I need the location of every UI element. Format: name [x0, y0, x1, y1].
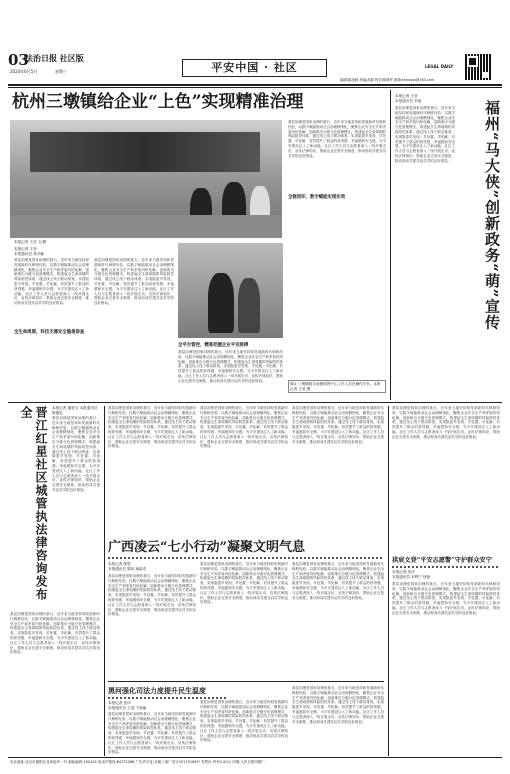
left-body-upper: 基层治理是国家治理的基石，近年来当地坚持和发展新时代枫桥经验，以数字赋能推动社会治理精细化，聚焦企业安全生产和矛盾纠纷化解，创新推出分级分色管理模式，构建起全生命周期的风险防控体系，通过线上线下联动排查，实现隐患早发现、早处置、早化解，有效提升了群众的获得感、幸福感和安全感，为平安建设注入了新动能。社区工作人员与志愿者深入一线开展走访，宣传法律知识，帮助企业完善安全制度，推动形成共建共治共享的良好格局。 — [52, 416, 100, 492]
story3-headline: 黑河强化司法力度提升民生温度 — [108, 686, 206, 695]
story2-byline: 本报记者 陈思 — [108, 562, 131, 566]
worker-figure — [208, 273, 234, 333]
story3-underline — [108, 697, 228, 699]
worker-figure — [238, 278, 260, 333]
column-divider — [104, 406, 105, 756]
left-byline: 本报记者 潘爱玉 本报通讯员 陈德忠 — [52, 406, 98, 415]
story2-body-2: 基层治理是国家治理的基石，近年来当地坚持和发展新时代枫桥经验，以数字赋能推动社会治理精细化，聚焦企业安全生产和矛盾纠纷化解，创新推出分级分色管理模式，构建起全生命周期的风险防控体系，通过线上线下联动排查，实现隐患早发现、早处置、早化解，有效提升了群众的获得感、幸福感和安全感，为平安建设注入了新动能。社区工作人员与志愿者深入一线开展走访，宣传法律知识，帮助企业完善安全制度，推动形成共建共治共享的良好格局。 — [200, 562, 288, 605]
story4-byline: 本报记者 张佳 — [392, 570, 415, 574]
footer-info: 本社地址:北京市朝阳区花家地甲一号 邮政编码:100102 电话中继线:84772288 广告许可证:京朝工商广登字20170186号 零售价:每份1.50元 印刷:人民日报印刷厂 — [10, 760, 265, 764]
story2-byline-2: 本报通讯员 陈伟 唐森杰 — [108, 567, 147, 571]
story4-body: 基层治理是国家治理的基石，近年来当地坚持和发展新时代枫桥经验，以数字赋能推动社会治理精细化，聚焦企业安全生产和矛盾纠纷化解，创新推出分级分色管理模式，构建起全生命周期的风险防控体系，通过线上线下联动排查，实现隐患早发现、早处置、早化解，有效提升了群众的获得感、幸福感和安全感，为平安建设注入了新动能。社区工作人员与志愿者深入一线开展走访，宣传法律知识，帮助企业完善安全制度，推动形成共建共治共享的良好格局。 — [392, 582, 500, 615]
lead-body-col1: 基层治理是国家治理的基石，近年来当地坚持和发展新时代枫桥经验，以数字赋能推动社会治理精细化，聚焦企业安全生产和矛盾纠纷化解，创新推出分级分色管理模式，构建起全生命周期的风险防控体系，通过线上线下联动排查，实现隐患早发现、早处置、早化解，有效提升了群众的获得感、幸福感和安全感，为平安建设注入了新动能。社区工作人员与志愿者深入一线开展走访，宣传法律知识，帮助企业完善安全制度，推动形成共建共治共享的良好格局。 — [14, 258, 89, 306]
column-divider — [388, 406, 389, 756]
story3-body-3: 基层治理是国家治理的基石，近年来当地坚持和发展新时代枫桥经验，以数字赋能推动社会治理精细化，聚焦企业安全生产和矛盾纠纷化解，创新推出分级分色管理模式，构建起全生命周期的风险防控体系，通过线上线下联动排查，实现隐患早发现、早处置、早化解，有效提升了群众的获得感、幸福感和安全感，为平安建设注入了新动能。社区工作人员与志愿者深入一线开展走访，宣传法律知识，帮助企业完善安全制度，推动形成共建共治共享的良好格局。 — [292, 686, 384, 724]
side-byline: 本报记者 王莹 — [395, 94, 418, 98]
screen-wall — [30, 132, 260, 172]
masthead-rule — [8, 84, 502, 86]
story4-byline-2: 本报通讯员 宋利宁 林艳 — [392, 575, 431, 579]
footer-rule — [8, 757, 502, 758]
story2-headline: 广西凌云“七小行动”凝聚文明气息 — [108, 540, 305, 555]
story4-underline — [392, 566, 500, 568]
story3-body-1: 基层治理是国家治理的基石，近年来当地坚持和发展新时代枫桥经验，以数字赋能推动社会治理精细化，聚焦企业安全生产和矛盾纠纷化解，创新推出分级分色管理模式，构建起全生命周期的风险防控体系，通过线上线下联动排查，实现隐患早发现、早处置、早化解，有效提升了群众的获得感、幸福感和安全感，为平安建设注入了新动能。社区工作人员与志愿者深入一线开展走访，宣传法律知识，帮助企业完善安全制度，推动形成共建共治共享的良好格局。 — [108, 712, 196, 755]
lead-subhead-3: 全链闭环，数字赋能实现实效 — [288, 195, 346, 200]
desk — [10, 215, 282, 238]
story2-underline — [108, 557, 383, 559]
lead-body-col4: 基层治理是国家治理的基石，近年来当地坚持和发展新时代枫桥经验，以数字赋能推动社会治理精细化，聚焦企业安全生产和矛盾纠纷化解，创新推出分级分色管理模式，构建起全生命周期的风险防控体系，通过线上线下联动排查，实现隐患早发现、早处置、早化解，有效提升了群众的获得感、幸福感和安全感，为平安建设注入了新动能。社区工作人员与志愿者深入一线开展走访，宣传法律知识，帮助企业完善安全制度，推动形成共建共治共享的良好格局。 — [288, 120, 386, 158]
left-body-lower: 基层治理是国家治理的基石，近年来当地坚持和发展新时代枫桥经验，以数字赋能推动社会治理精细化，聚焦企业安全生产和矛盾纠纷化解，创新推出分级分色管理模式，构建起全生命周期的风险防控体系，通过线上线下联动排查，实现隐患早发现、早处置、早化解，有效提升了群众的获得感、幸福感和安全感，为平安建设注入了新动能。社区工作人员与志愿者深入一线开展走访，宣传法律知识，帮助企业完善安全制度，推动形成共建共治共享的良好格局。 — [10, 612, 100, 655]
issue-weekday: 星期三 — [55, 69, 67, 74]
section-rule — [8, 402, 502, 403]
side-byline-2: 本报通讯员 李瑶 — [395, 99, 422, 103]
story4-body-top: 基层治理是国家治理的基石，近年来当地坚持和发展新时代枫桥经验，以数字赋能推动社会治理精细化，聚焦企业安全生产和矛盾纠纷化解，创新推出分级分色管理模式，构建起全生命周期的风险防控体系，通过线上线下联动排查，实现隐患早发现、早处置、早化解，有效提升了群众的获得感、幸福感和安全感，为平安建设注入了新动能。社区工作人员与志愿者深入一线开展走访，宣传法律知识，帮助企业完善安全制度，推动形成共建共治共享的良好格局。 — [392, 406, 500, 439]
lead-photo-note: 图① 三墩镇数字治理指挥中心工作人员在操作平台。本报记者 王莹 摄 — [288, 380, 386, 393]
lead-byline-2: 本报通讯员 郑尹娜 — [14, 252, 44, 256]
section-title: 平安中国 · 社区 — [182, 59, 327, 77]
side-vertical-title: 福州“马大侠”创新政务“萌”宣传 — [483, 100, 501, 331]
photo-caption: 本报记者 王莹 文/图 — [14, 240, 47, 244]
story2-body-3: 基层治理是国家治理的基石，近年来当地坚持和发展新时代枫桥经验，以数字赋能推动社会治理精细化，聚焦企业安全生产和矛盾纠纷化解，创新推出分级分色管理模式，构建起全生命周期的风险防控体系，通过线上线下联动排查，实现隐患早发现、早处置、早化解，有效提升了群众的获得感、幸福感和安全感，为平安建设注入了新动能。社区工作人员与志愿者深入一线开展走访，宣传法律知识，帮助企业完善安全制度，推动形成共建共治共享的良好格局。 — [292, 562, 384, 600]
lead-subhead-2: 全平台管控，精准把握企业平安脉搏 — [178, 343, 249, 348]
story3-rule — [108, 681, 384, 682]
lead-byline: 本报记者 王莹 — [14, 247, 37, 251]
qr-code-icon — [465, 54, 491, 80]
story2-body-top1: 基层治理是国家治理的基石，近年来当地坚持和发展新时代枫桥经验，以数字赋能推动社会治理精细化，聚焦企业安全生产和矛盾纠纷化解，创新推出分级分色管理模式，构建起全生命周期的风险防控体系，通过线上线下联动排查，实现隐患早发现、早处置、早化解，有效提升了群众的获得感、幸福感和安全感，为平安建设注入了新动能。社区工作人员与志愿者深入一线开展走访，宣传法律知识，帮助企业完善安全制度，推动形成共建共治共享的良好格局。 — [108, 406, 196, 449]
editor-credits: 编辑/胡凌颖 美编/高颖 校对/陈继军 邮箱:fzrbcssk@163.com — [340, 78, 435, 82]
side-body: 基层治理是国家治理的基石，近年来当地坚持和发展新时代枫桥经验，以数字赋能推动社会治理精细化，聚焦企业安全生产和矛盾纠纷化解，创新推出分级分色管理模式，构建起全生命周期的风险防控体系，通过线上线下联动排查，实现隐患早发现、早处置、早化解，有效提升了群众的获得感、幸福感和安全感，为平安建设注入了新动能。社区工作人员与志愿者深入一线开展走访，宣传法律知识，帮助企业完善安全制度，推动形成共建共治共享的良好格局。 — [395, 106, 455, 163]
lead-subhead-1: 全生命周期，科技支撑安全隐患排查 — [14, 330, 89, 336]
issue-date: 2024年6月5日 — [10, 69, 38, 74]
lead-photo — [10, 120, 282, 238]
lead-body-col2: 基层治理是国家治理的基石，近年来当地坚持和发展新时代枫桥经验，以数字赋能推动社会治理精细化，聚焦企业安全生产和矛盾纠纷化解，创新推出分级分色管理模式，构建起全生命周期的风险防控体系，通过线上线下联动排查，实现隐患早发现、早处置、早化解，有效提升了群众的获得感、幸福感和安全感，为平安建设注入了新动能。社区工作人员与志愿者深入一线开展走访，宣传法律知识，帮助企业完善安全制度，推动形成共建共治共享的良好格局。 — [94, 258, 174, 306]
story2-body-top3: 基层治理是国家治理的基石，近年来当地坚持和发展新时代枫桥经验，以数字赋能推动社会治理精细化，聚焦企业安全生产和矛盾纠纷化解，创新推出分级分色管理模式，构建起全生命周期的风险防控体系，通过线上线下联动排查，实现隐患早发现、早处置、早化解，有效提升了群众的获得感、幸福感和安全感，为平安建设注入了新动能。社区工作人员与志愿者深入一线开展走访，宣传法律知识，帮助企业完善安全制度，推动形成共建共治共享的良好格局。 — [292, 406, 384, 444]
column-divider — [390, 90, 391, 400]
lead-headline: 杭州三墩镇给企业“上色”实现精准治理 — [12, 92, 304, 112]
story4-headline: 拱宸文登“平安志愿警”守护群众安宁 — [392, 557, 492, 564]
legal-daily-label: LEGAL DAILY — [425, 64, 454, 69]
lead-body-col3: 基层治理是国家治理的基石，近年来当地坚持和发展新时代枫桥经验，以数字赋能推动社会治理精细化，聚焦企业安全生产和矛盾纠纷化解，创新推出分级分色管理模式，构建起全生命周期的风险防控体系，通过线上线下联动排查，实现隐患早发现、早处置、早化解，有效提升了群众的获得感、幸福感和安全感，为平安建设注入了新动能。社区工作人员与志愿者深入一线开展走访，宣传法律知识，帮助企业完善安全制度，推动形成共建共治共享的良好格局。 — [178, 350, 283, 383]
left-vertical-title: 晋江红星社区城管执法律咨询发布全 — [19, 406, 48, 601]
paper-name: 法治日报 社区版 — [25, 53, 84, 63]
page-number: 03 — [8, 51, 29, 69]
story3-body-2: 基层治理是国家治理的基石，近年来当地坚持和发展新时代枫桥经验，以数字赋能推动社会治理精细化，聚焦企业安全生产和矛盾纠纷化解，创新推出分级分色管理模式，构建起全生命周期的风险防控体系，通过线上线下联动排查，实现隐患早发现、早处置、早化解，有效提升了群众的获得感、幸福感和安全感，为平安建设注入了新动能。社区工作人员与志愿者深入一线开展走访，宣传法律知识，帮助企业完善安全制度，推动形成共建共治共享的良好格局。 — [200, 700, 288, 743]
story3-byline-2: 本报通讯员 王迎 于丽丽 — [108, 706, 147, 710]
inset-photo — [178, 243, 283, 338]
masthead-rule-thin — [8, 87, 502, 88]
story3-byline: 本报记者 张冲 — [108, 701, 131, 705]
story2-body-1: 基层治理是国家治理的基石，近年来当地坚持和发展新时代枫桥经验，以数字赋能推动社会治理精细化，聚焦企业安全生产和矛盾纠纷化解，创新推出分级分色管理模式，构建起全生命周期的风险防控体系，通过线上线下联动排查，实现隐患早发现、早处置、早化解，有效提升了群众的获得感、幸福感和安全感，为平安建设注入了新动能。社区工作人员与志愿者深入一线开展走访，宣传法律知识，帮助企业完善安全制度，推动形成共建共治共享的良好格局。 — [108, 574, 196, 617]
story2-body-top2: 基层治理是国家治理的基石，近年来当地坚持和发展新时代枫桥经验，以数字赋能推动社会治理精细化，聚焦企业安全生产和矛盾纠纷化解，创新推出分级分色管理模式，构建起全生命周期的风险防控体系，通过线上线下联动排查，实现隐患早发现、早处置、早化解，有效提升了群众的获得感、幸福感和安全感，为平安建设注入了新动能。社区工作人员与志愿者深入一线开展走访，宣传法律知识，帮助企业完善安全制度，推动形成共建共治共享的良好格局。 — [200, 406, 288, 449]
